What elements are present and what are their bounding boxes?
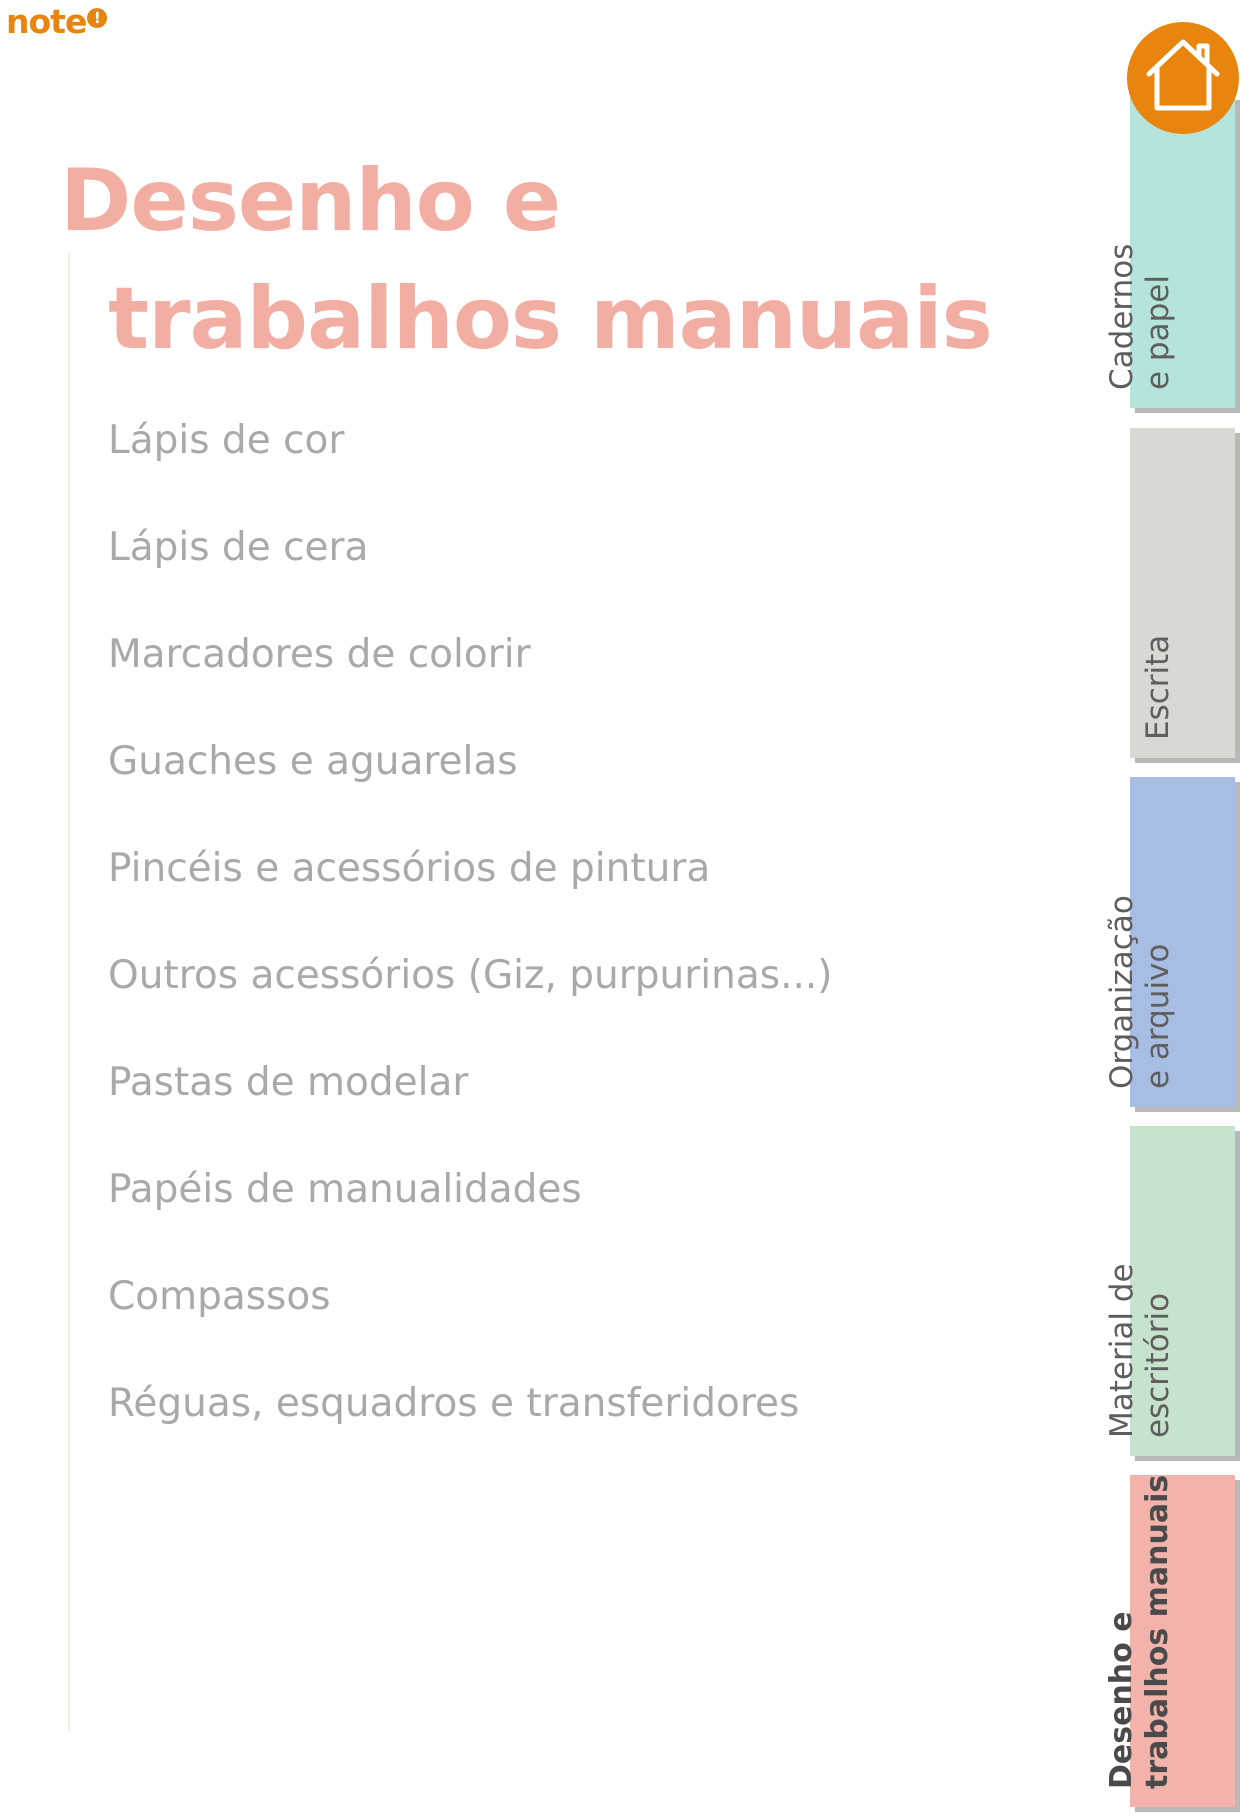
- tab-material-de-escritorio[interactable]: [1104, 1126, 1235, 1456]
- page-title-line-1: Desenho e: [60, 151, 561, 251]
- tab-label-line-1: Material de: [1104, 1263, 1140, 1438]
- tab-label: [1104, 244, 1176, 390]
- tab-escrita[interactable]: [1130, 428, 1235, 758]
- tab-label-line-2: trabalhos manuais: [1140, 1474, 1175, 1789]
- note-logo: [6, 2, 107, 42]
- tab-label-line-1: Organização: [1104, 895, 1140, 1089]
- tab-label-line-2: escritório: [1140, 1292, 1176, 1438]
- category-link-lapis-de-cor[interactable]: Lápis de cor: [108, 418, 345, 463]
- category-link-lapis-de-cera[interactable]: Lápis de cera: [108, 525, 369, 570]
- category-list: [108, 414, 832, 1484]
- vertical-divider: [68, 252, 70, 1732]
- tab-label: [1104, 895, 1176, 1089]
- tab-label-line-1: Cadernos: [1104, 243, 1140, 390]
- logo-text: note: [6, 2, 87, 41]
- tab-label: [1140, 635, 1176, 740]
- category-link-pastas-de-modelar[interactable]: Pastas de modelar: [108, 1060, 469, 1105]
- category-link-papeis[interactable]: Papéis de manualidades: [108, 1167, 582, 1212]
- page-title: [60, 142, 992, 378]
- category-link-outros-acessorios[interactable]: Outros acessórios (Giz, purpurinas...): [108, 953, 833, 998]
- home-button[interactable]: [1127, 22, 1239, 134]
- category-link-reguas[interactable]: Réguas, esquadros e transferidores: [108, 1381, 800, 1426]
- tab-label-line-1: Escrita: [1140, 634, 1176, 740]
- tab-label: [1104, 1475, 1176, 1789]
- tab-desenho-e-trabalhos-manuais[interactable]: [1104, 1474, 1235, 1807]
- page-title-line-2: trabalhos manuais: [108, 269, 992, 369]
- tab-label-line-1: Desenho e: [1104, 1611, 1139, 1789]
- tab-organizacao-e-arquivo[interactable]: [1104, 777, 1235, 1107]
- home-icon: [1141, 34, 1225, 118]
- tab-label-line-2: e papel: [1140, 275, 1176, 390]
- tab-cadernos-e-papel[interactable]: [1104, 95, 1235, 408]
- category-link-compassos[interactable]: Compassos: [108, 1274, 331, 1319]
- category-link-guaches[interactable]: Guaches e aguarelas: [108, 739, 518, 784]
- tab-label: [1104, 1263, 1176, 1438]
- category-link-pinceis[interactable]: Pincéis e acessórios de pintura: [108, 846, 711, 891]
- logo-mark: !: [87, 8, 107, 28]
- tab-label-line-2: e arquivo: [1140, 943, 1176, 1089]
- category-link-marcadores[interactable]: Marcadores de colorir: [108, 632, 531, 677]
